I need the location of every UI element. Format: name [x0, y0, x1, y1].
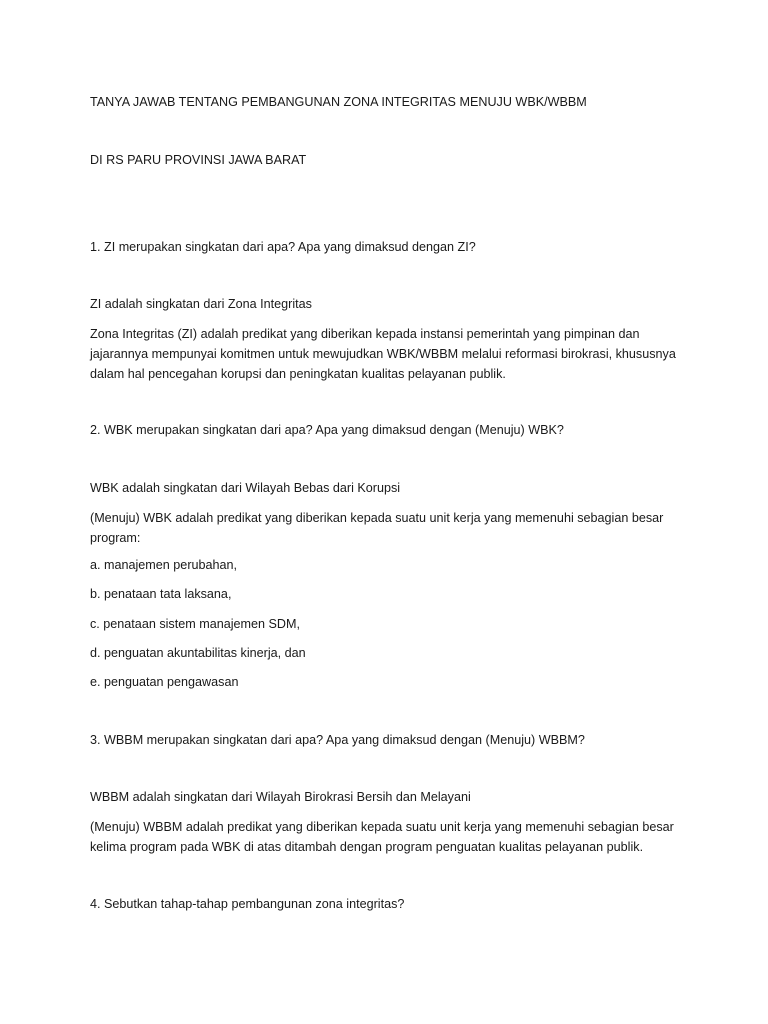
question-4: 4. Sebutkan tahap-tahap pembangunan zona integritas?: [90, 897, 405, 911]
answer-1-long: Zona Integritas (ZI) adalah predikat yang diberikan kepada instansi pemerintah yang pimpinan dan jajarannya mempunyai komitmen untuk mewujudkan WBK/WBBM melalui reformasi birokrasi, khususnya dalam hal pencegahan korupsi dan peningkatan kualitas pelayanan publik.: [90, 327, 676, 381]
answer-3-long: (Menuju) WBBM adalah predikat yang diberikan kepada suatu unit kerja yang memenuhi sebagian besar kelima program pada WBK di atas ditambah dengan program penguatan kualitas pelayanan publik.: [90, 820, 674, 854]
document-subtitle: DI RS PARU PROVINSI JAWA BARAT: [90, 153, 307, 167]
question-1: 1. ZI merupakan singkatan dari apa? Apa yang dimaksud dengan ZI?: [90, 240, 476, 254]
document-title: TANYA JAWAB TENTANG PEMBANGUNAN ZONA INTEGRITAS MENUJU WBK/WBBM: [90, 95, 587, 109]
program-list-item: b. penataan tata laksana,: [90, 587, 232, 601]
answer-1-short: ZI adalah singkatan dari Zona Integritas: [90, 297, 312, 311]
question-3: 3. WBBM merupakan singkatan dari apa? Apa yang dimaksud dengan (Menuju) WBBM?: [90, 733, 585, 747]
question-2: 2. WBK merupakan singkatan dari apa? Apa yang dimaksud dengan (Menuju) WBK?: [90, 423, 564, 437]
program-list-item: a. manajemen perubahan,: [90, 558, 238, 572]
answer-2-short: WBK adalah singkatan dari Wilayah Bebas dari Korupsi: [90, 481, 401, 495]
program-list-item: c. penataan sistem manajemen SDM,: [90, 617, 300, 631]
answer-2-long: (Menuju) WBK adalah predikat yang diberikan kepada suatu unit kerja yang memenuhi sebagian besar program:: [90, 511, 664, 545]
program-list-item: d. penguatan akuntabilitas kinerja, dan: [90, 646, 306, 660]
answer-3-short: WBBM adalah singkatan dari Wilayah Birokrasi Bersih dan Melayani: [90, 790, 471, 804]
program-list-item: e. penguatan pengawasan: [90, 675, 239, 689]
